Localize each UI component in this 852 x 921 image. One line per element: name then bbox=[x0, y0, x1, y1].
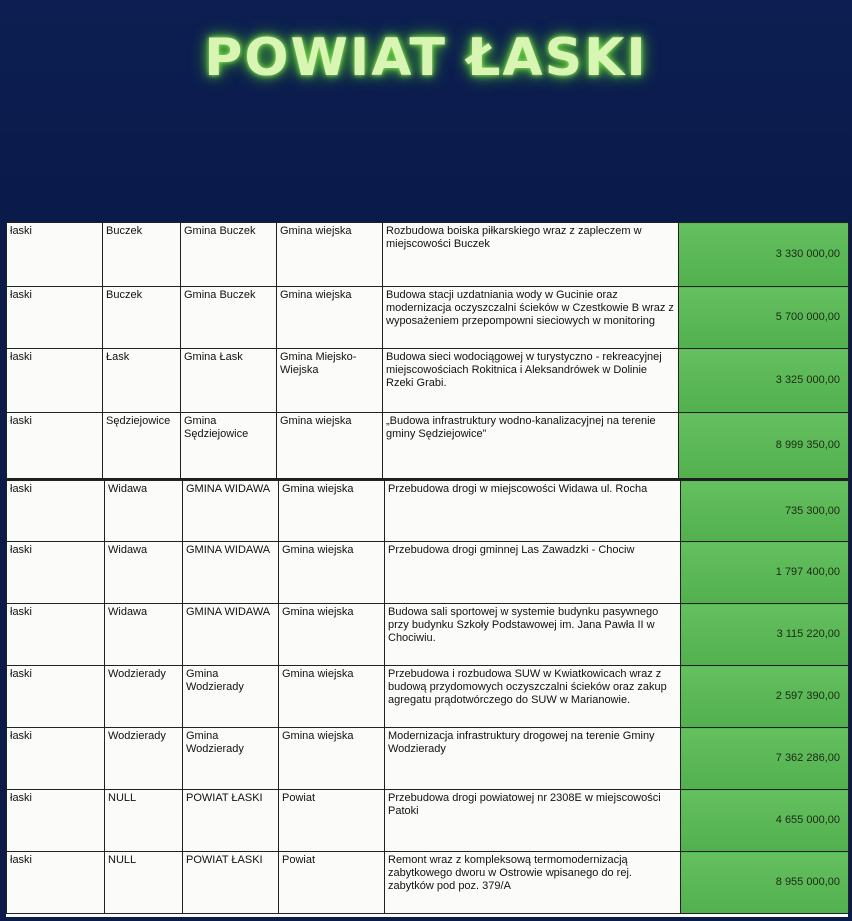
cell-kwota: 8 999 350,00 bbox=[679, 413, 849, 479]
cell-typ: Gmina Miejsko-Wiejska bbox=[277, 349, 383, 413]
cell-kwota: 735 300,00 bbox=[681, 481, 849, 542]
cell-typ: Powiat bbox=[279, 852, 385, 914]
cell-gmina: Gmina Buczek bbox=[181, 223, 277, 287]
document-sheet bbox=[6, 222, 848, 917]
cell-zadanie: Budowa stacji uzdatniania wody w Gucinie oraz modernizacja oczyszczalni ścieków w Czestkowie B wraz z wyposażeniem przepompowni sieciowych w monitoring bbox=[383, 287, 679, 349]
header-banner bbox=[0, 0, 852, 222]
table-row bbox=[7, 481, 849, 542]
cell-powiat: łaski bbox=[7, 728, 105, 790]
cell-typ: Gmina wiejska bbox=[277, 223, 383, 287]
cell-zadanie: Przebudowa drogi powiatowej nr 2308E w miejscowości Patoki bbox=[385, 790, 681, 852]
cell-kwota: 3 115 220,00 bbox=[681, 604, 849, 666]
cell-kwota: 4 655 000,00 bbox=[681, 790, 849, 852]
page-title: POWIAT ŁASKI bbox=[204, 28, 648, 88]
cell-typ: Gmina wiejska bbox=[279, 481, 385, 542]
cell-gmina: POWIAT ŁASKI bbox=[183, 790, 279, 852]
cell-powiat: łaski bbox=[7, 604, 105, 666]
cell-miejscowosc: Sędziejowice bbox=[103, 413, 181, 479]
cell-gmina: Gmina Wodzierady bbox=[183, 728, 279, 790]
cell-miejscowosc: Wodzierady bbox=[105, 728, 183, 790]
cell-typ: Gmina wiejska bbox=[279, 542, 385, 604]
cell-typ: Gmina wiejska bbox=[277, 413, 383, 479]
cell-powiat: łaski bbox=[7, 413, 103, 479]
cell-zadanie: Przebudowa drogi gminnej Las Zawadzki - Chociw bbox=[385, 542, 681, 604]
cell-typ: Gmina wiejska bbox=[279, 728, 385, 790]
cell-miejscowosc: Widawa bbox=[105, 481, 183, 542]
cell-miejscowosc: Buczek bbox=[103, 287, 181, 349]
cell-gmina: Gmina Sędziejowice bbox=[181, 413, 277, 479]
cell-miejscowosc: Widawa bbox=[105, 604, 183, 666]
cell-zadanie: Przebudowa drogi w miejscowości Widawa ul. Rocha bbox=[385, 481, 681, 542]
cell-powiat: łaski bbox=[7, 349, 103, 413]
table-row bbox=[7, 287, 849, 349]
table-row bbox=[7, 852, 849, 914]
cell-kwota: 3 325 000,00 bbox=[679, 349, 849, 413]
cell-powiat: łaski bbox=[7, 852, 105, 914]
table-bottom bbox=[6, 480, 849, 914]
cell-typ: Gmina wiejska bbox=[277, 287, 383, 349]
cell-gmina: GMINA WIDAWA bbox=[183, 542, 279, 604]
table-top bbox=[6, 222, 849, 479]
table-row bbox=[7, 349, 849, 413]
cell-gmina: Gmina Wodzierady bbox=[183, 666, 279, 728]
table-row bbox=[7, 666, 849, 728]
cell-powiat: łaski bbox=[7, 287, 103, 349]
cell-miejscowosc: NULL bbox=[105, 852, 183, 914]
cell-zadanie: Budowa sali sportowej w systemie budynku pasywnego przy budynku Szkoły Podstawowej im. Jana Pawła II w Chociwiu. bbox=[385, 604, 681, 666]
cell-miejscowosc: Widawa bbox=[105, 542, 183, 604]
cell-gmina: GMINA WIDAWA bbox=[183, 604, 279, 666]
cell-zadanie: Budowa sieci wodociągowej w turystyczno - rekreacyjnej miejscowościach Rokitnica i Aleksandrówek w Dolinie Rzeki Grabi. bbox=[383, 349, 679, 413]
cell-zadanie: Remont wraz z kompleksową termomodernizacją zabytkowego dworu w Ostrowie wpisanego do rej. zabytków pod poz. 379/A bbox=[385, 852, 681, 914]
cell-powiat: łaski bbox=[7, 481, 105, 542]
cell-gmina: Gmina Łask bbox=[181, 349, 277, 413]
table-row bbox=[7, 542, 849, 604]
table-row bbox=[7, 790, 849, 852]
cell-miejscowosc: Wodzierady bbox=[105, 666, 183, 728]
cell-zadanie: „Budowa infrastruktury wodno-kanalizacyjnej na terenie gminy Sędziejowice” bbox=[383, 413, 679, 479]
cell-gmina: GMINA WIDAWA bbox=[183, 481, 279, 542]
cell-miejscowosc: Łask bbox=[103, 349, 181, 413]
cell-typ: Powiat bbox=[279, 790, 385, 852]
cell-kwota: 5 700 000,00 bbox=[679, 287, 849, 349]
cell-powiat: łaski bbox=[7, 666, 105, 728]
cell-powiat: łaski bbox=[7, 542, 105, 604]
cell-kwota: 8 955 000,00 bbox=[681, 852, 849, 914]
cell-kwota: 7 362 286,00 bbox=[681, 728, 849, 790]
cell-typ: Gmina wiejska bbox=[279, 666, 385, 728]
cell-gmina: Gmina Buczek bbox=[181, 287, 277, 349]
cell-gmina: POWIAT ŁASKI bbox=[183, 852, 279, 914]
cell-kwota: 3 330 000,00 bbox=[679, 223, 849, 287]
cell-powiat: łaski bbox=[7, 790, 105, 852]
cell-miejscowosc: NULL bbox=[105, 790, 183, 852]
table-row bbox=[7, 728, 849, 790]
cell-zadanie: Rozbudowa boiska piłkarskiego wraz z zapleczem w miejscowości Buczek bbox=[383, 223, 679, 287]
cell-zadanie: Modernizacja infrastruktury drogowej na terenie Gminy Wodzierady bbox=[385, 728, 681, 790]
cell-powiat: łaski bbox=[7, 223, 103, 287]
table-row bbox=[7, 413, 849, 479]
cell-zadanie: Przebudowa i rozbudowa SUW w Kwiatkowicach wraz z budową przydomowych oczyszczalni ścieków oraz zakup agregatu prądotwórczego do SUW w Marianowie. bbox=[385, 666, 681, 728]
cell-kwota: 2 597 390,00 bbox=[681, 666, 849, 728]
table-row bbox=[7, 604, 849, 666]
cell-miejscowosc: Buczek bbox=[103, 223, 181, 287]
table-row bbox=[7, 223, 849, 287]
cell-kwota: 1 797 400,00 bbox=[681, 542, 849, 604]
cell-typ: Gmina wiejska bbox=[279, 604, 385, 666]
